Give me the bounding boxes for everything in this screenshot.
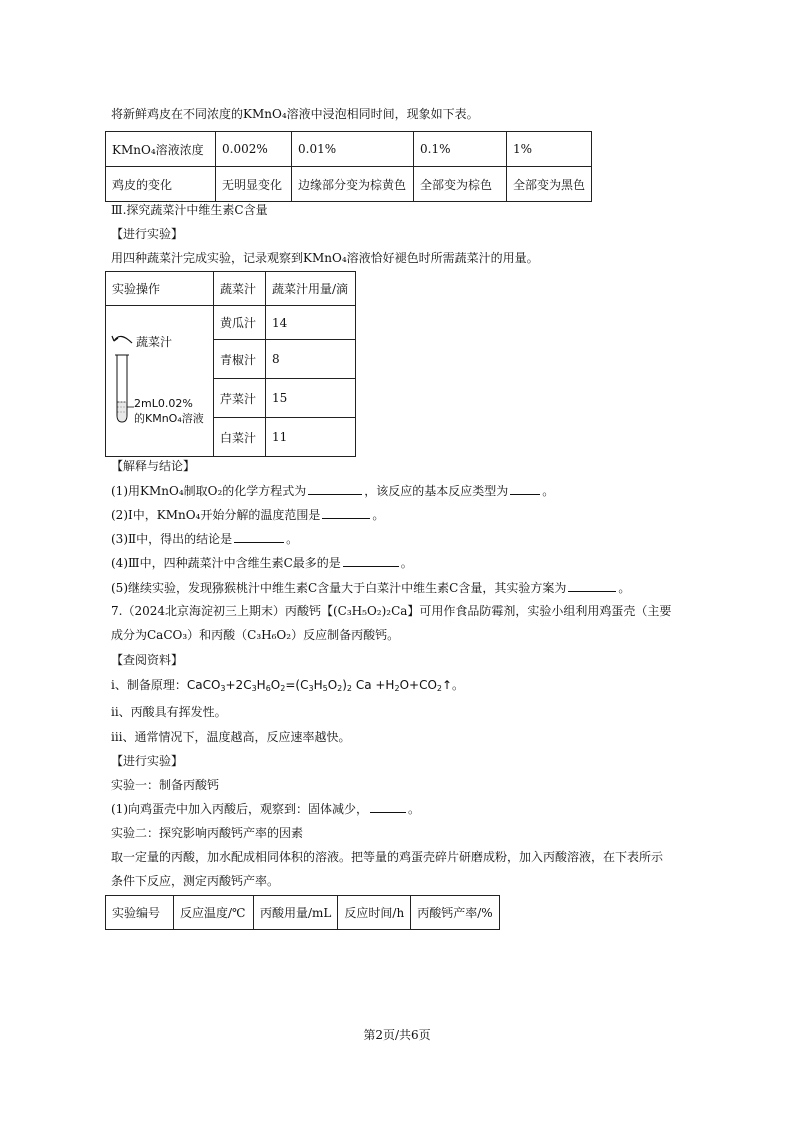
question-text: 。 [408,802,421,816]
table-cell: 0.002% [216,132,292,167]
reference-iii: ⅲ、通常情况下，温度越高，反应速率越快。 [111,730,351,744]
question-1 [111,483,554,499]
section-3-heading: Ⅲ.探究蔬菜汁中维生素C含量 [111,203,268,217]
table-cell: 全部变为黑色 [507,167,592,202]
question-text: 。 [372,508,385,522]
reference-ii: ⅱ、丙酸具有挥发性。 [111,705,227,719]
lookup-heading: 【查阅资料】 [111,653,184,667]
vegetable-juice-table [105,271,356,457]
question-7-intro-line-2: 成分为CaCO₃）和丙酸（C₃H₆O₂）反应制备丙酸钙。 [111,628,400,642]
answer-blank[interactable] [568,580,616,592]
answer-blank[interactable] [510,483,540,495]
experiment-1-title: 实验一：制备丙酸钙 [111,778,220,792]
question-text: 。 [618,581,631,595]
question-text: ，该反应的基本反应类型为 [364,484,509,498]
answer-blank[interactable] [234,531,284,543]
juice-name-cell: 芹菜汁 [214,379,266,418]
juice-drops-cell: 14 [266,306,356,340]
table-cell: 1% [507,132,592,167]
page-number: 第2页/共6页 [363,1028,431,1042]
juice-drops-cell: 15 [266,379,356,418]
intro-text: 将新鲜鸡皮在不同浓度的KMnO₄溶液中浸泡相同时间，现象如下表。 [111,107,479,121]
table-header-cell: 实验操作 [106,272,214,306]
experiment-heading-2: 【进行实验】 [111,754,184,768]
table-header-cell: 反应温度/℃ [174,896,254,930]
juice-name-cell: 青椒汁 [214,340,266,379]
answer-blank[interactable] [322,507,370,519]
juice-name-cell: 白菜汁 [214,418,266,457]
diagram-drop-label: 蔬菜汁 [136,335,173,349]
experiment-2-desc-line-1: 取一定量的丙酸，加水配成相同体积的溶液。把等量的鸡蛋壳碎片研磨成粉，加入丙酸溶液，在下表所示 [111,850,664,864]
experiment-1-question [111,801,420,817]
table-header-cell: 实验编号 [106,896,174,930]
question-text: (4)Ⅲ中，四种蔬菜汁中含维生素C最多的是 [111,556,341,570]
reference-i [111,677,464,697]
table-header-cell: 反应时间/h [338,896,411,930]
table-cell: KMnO₄溶液浓度 [106,132,216,167]
question-text: 。 [400,556,413,570]
table-header-cell: 蔬菜汁 [214,272,266,306]
question-text: (2)Ⅰ中，KMnO₄开始分解的温度范围是 [111,508,321,522]
question-text: 。 [542,484,555,498]
question-text: (1)向鸡蛋壳中加入丙酸后，观察到：固体减少， [111,802,368,816]
answer-blank[interactable] [308,483,362,495]
question-text: (5)继续实验，发现猕猴桃汁中维生素C含量大于白菜汁中维生素C含量，其实验方案为 [111,581,567,595]
test-tube-diagram [106,307,213,455]
question-text: (1)用KMnO₄制取O₂的化学方程式为 [111,484,307,498]
answer-blank[interactable] [343,555,399,567]
table-cell: 0.1% [414,132,507,167]
table-cell: 全部变为棕色 [414,167,507,202]
propionate-yield-table [105,895,500,930]
table-header-cell: 丙酸用量/mL [254,896,338,930]
experiment-2-desc-line-2: 条件下反应，测定丙酸钙产率。 [111,874,280,888]
question-5 [111,580,630,596]
question-2 [111,507,384,523]
diagram-tube-label-1: 2mL0.02% [134,397,193,410]
reference-i-label: i、制备原理： [111,678,187,692]
question-text: (3)Ⅱ中，得出的结论是 [111,532,233,546]
explain-heading: 【解释与结论】 [111,459,196,473]
question-3 [111,531,298,547]
table-header-cell: 丙酸钙产率/% [411,896,500,930]
question-4 [111,555,413,571]
table-cell: 边缘部分变为棕黄色 [292,167,414,202]
question-text: 。 [286,532,299,546]
table-cell: 无明显变化 [216,167,292,202]
question-7-intro-line-1: 7.（2024北京海淀初三上期末）丙酸钙【(C₃H₅O₂)₂Ca】可用作食品防霉剂，实验小组利用鸡蛋壳（主要 [111,604,672,618]
juice-drops-cell: 11 [266,418,356,457]
juice-name-cell: 黄瓜汁 [214,306,266,340]
kmno4-concentration-table [105,131,592,202]
table-cell: 0.01% [292,132,414,167]
table-cell: 鸡皮的变化 [106,167,216,202]
experiment-description: 用四种蔬菜汁完成实验，记录观察到KMnO₄溶液恰好褪色时所需蔬菜汁的用量。 [111,251,539,265]
answer-blank[interactable] [370,801,406,813]
experiment-diagram-cell [106,306,214,457]
juice-drops-cell: 8 [266,340,356,379]
experiment-2-title: 实验二：探究影响丙酸钙产率的因素 [111,826,304,840]
table-header-cell: 蔬菜汁用量/滴 [266,272,356,306]
diagram-tube-label-2: 的KMnO₄溶液 [134,412,204,425]
experiment-heading: 【进行实验】 [111,227,184,241]
reaction-equation: $CaCO_3+2C_3H_6O_2=(C_3H_5O_2)_2$ $Ca +H_2O+CO_2↑$。 [186,678,465,693]
